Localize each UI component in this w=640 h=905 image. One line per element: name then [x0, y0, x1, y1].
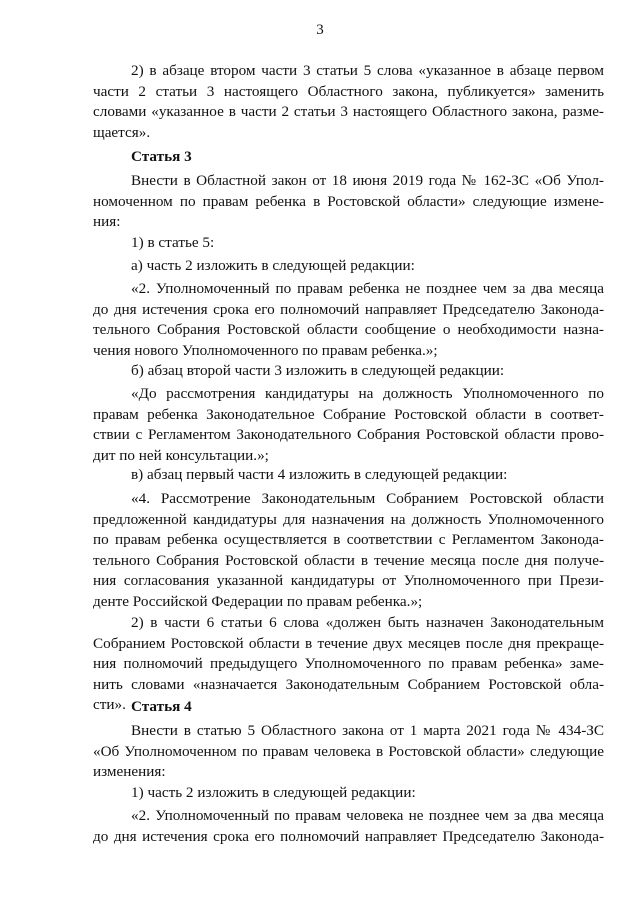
paragraph-article4-intro	[93, 721, 604, 783]
text-line: «2. Уполномоченный по правам ребенка не позднее чем за два месяца	[131, 280, 604, 297]
text-line: номоченном по правам ребенка в Ростовской области» следующие измене-	[93, 192, 604, 210]
text-line: б) абзац второй части 3 изложить в следующей редакции:	[131, 362, 505, 379]
text-line: а) часть 2 изложить в следующей редакции:	[131, 257, 415, 274]
text-line: словами «указанное в части 2 статьи 3 настоящего Областного закона, разме-	[93, 103, 604, 120]
paragraph-item1	[93, 233, 604, 254]
paragraph-article4-item1	[93, 783, 604, 804]
article-4-heading: Статья 4	[131, 698, 192, 715]
text-line: денте Российской Федерации по правам ребенка.»;	[93, 592, 423, 610]
text-line: 2) в части 6 статьи 6 слова «должен быть назначен Законодательным	[131, 614, 604, 631]
text-line: до дня истечения срока его полномочий направляет Председателю Законода-	[93, 300, 604, 318]
text-line: «4. Рассмотрение Законодательным Собранием Ростовской области	[131, 490, 604, 507]
text-line: чения нового Уполномоченного по правам ребенка.»;	[93, 341, 438, 359]
text-line: 2) в абзаце втором части 3 статьи 5 слова «указанное в абзаце первом	[131, 62, 604, 79]
page-number: 3	[316, 22, 324, 38]
text-line: 1) часть 2 изложить в следующей редакции:	[131, 784, 416, 801]
paragraph-quote-part3	[93, 384, 604, 466]
text-line: нить словами «назначается Законодательным Собранием Ростовской обла-	[93, 675, 604, 693]
text-line: части 2 статьи 3 настоящего Областного закона, публикуется» заменить	[93, 82, 604, 100]
text-line: по правам ребенка осуществляется в соответствии с Регламентом Законода-	[93, 531, 604, 548]
text-line: ния согласования указанной кандидатуры от Уполномоченного при Прези-	[93, 572, 604, 589]
text-line: щается».	[93, 123, 151, 141]
text-line: ствии с Регламентом Законодательного Собрания Ростовской области прово-	[93, 426, 604, 443]
paragraph-subitem-b	[93, 361, 604, 382]
text-line: до дня истечения срока его полномочий направляет Председателю Законода-	[93, 827, 604, 845]
text-line: тельного Собрания Ростовской области сообщение о необходимости назна-	[93, 321, 604, 338]
paragraph-quote-part4	[93, 489, 604, 612]
paragraph-subitem-a	[93, 256, 604, 277]
text-line: сти».	[93, 696, 126, 713]
text-line: 1) в статье 5:	[131, 234, 215, 251]
text-line: «2. Уполномоченный по правам человека не позднее чем за два месяца	[131, 807, 604, 824]
paragraph-quote-article4-part2	[93, 806, 604, 847]
text-line: Внести в Областной закон от 18 июня 2019 года № 162-ЗС «Об Упол-	[131, 172, 604, 189]
paragraph-subitem-v	[93, 465, 604, 486]
text-line: в) абзац первый части 4 изложить в следующей редакции:	[131, 466, 508, 483]
text-line: дит по ней консультации.»;	[93, 446, 269, 464]
article-3-heading: Статья 3	[131, 148, 192, 165]
text-line: «До рассмотрения кандидатуры на должность Уполномоченного по	[131, 385, 604, 402]
paragraph-article3-intro	[93, 171, 604, 233]
text-line: тельного Собрания Ростовской области в течение месяца после дня получе-	[93, 551, 604, 569]
text-line: «Об Уполномоченном по правам человека в Ростовской области» следующие	[93, 742, 604, 760]
text-line: Собранием Ростовской области в течение двух месяцев после дня прекраще-	[93, 634, 604, 652]
text-line: ния полномочий предыдущего Уполномоченного по правам ребенка» заме-	[93, 655, 604, 672]
text-line: правам ребенка Законодательное Собрание Ростовской области в соответ-	[93, 405, 604, 423]
paragraph-article2-item2	[93, 61, 604, 143]
paragraph-quote-part2	[93, 279, 604, 361]
text-line: предложенной кандидатуры для назначения на должность Уполномоченного	[93, 510, 604, 528]
text-line: Внести в статью 5 Областного закона от 1 марта 2021 года № 434-ЗС	[131, 722, 604, 739]
text-line: изменения:	[93, 763, 166, 780]
text-line: ния:	[93, 213, 121, 230]
